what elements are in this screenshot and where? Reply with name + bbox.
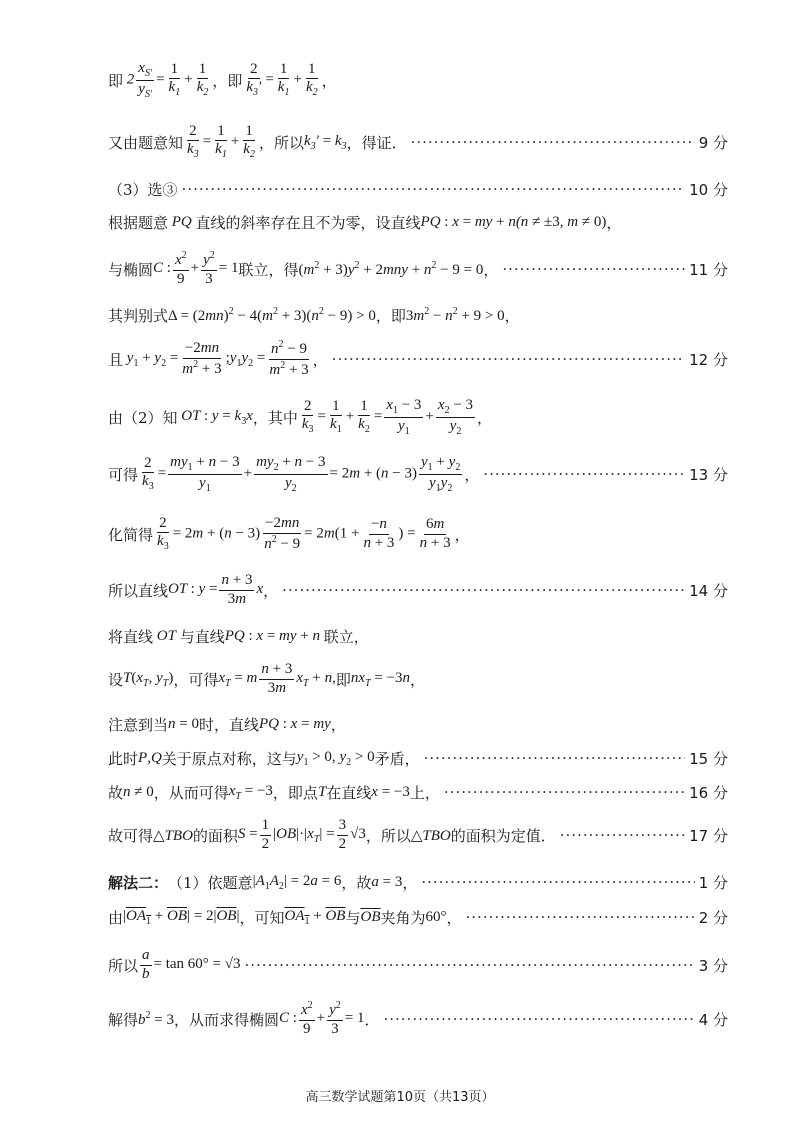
formula: $|A_1A_2| = 2a = 6$ bbox=[252, 872, 342, 892]
line-18: 解法二： （1）依题意 $|A_1A_2| = 2a = 6$ ，故 a = 3 ， ····· 1 分 bbox=[108, 870, 728, 894]
formula: $\frac{a}{b}$ = tan 60° = √3 bbox=[142, 947, 241, 982]
line-14: 注意到当 n = 0 时，直线 PQ : x = my ， bbox=[108, 715, 346, 734]
line-15: 此时 P,Q 关于原点对称，这与 $y_1 > 0$, $y_2 > 0$ 矛盾， ····· 15 分 bbox=[108, 746, 728, 770]
formula: $\frac{2}{k_3}$ = 2m + (n − 3) $\frac{-2mn}{n^2 - 9}$ = 2m(1 + $\frac{-n}{n + 3}$ ) = $\frac{6m}{n + 3}$ bbox=[157, 515, 451, 553]
formula: PQ : x = my + n bbox=[224, 627, 324, 644]
score-label: 10 分 bbox=[689, 180, 728, 199]
formula: C : $\frac{x^2}{9}$ + $\frac{y^2}{3}$ = 1 bbox=[153, 250, 239, 287]
score-label: 14 分 bbox=[689, 581, 728, 600]
line-9: 可得 $\frac{2}{k_3}$ = $\frac{my_1 + n - 3}{y_1}$ + $\frac{my_2 + n - 3}{y_2}$ = 2m + (n − 3) $\frac{y_1 + y_2}{y_1y_2}$ ， ····· 13 分 bbox=[108, 452, 728, 496]
line-5: 与椭圆 C : $\frac{x^2}{9}$ + $\frac{y^2}{3}$ = 1 联立，得 $(m^2 + 3)y^2 + 2mny + n^2 - 9 = 0$ ， ····· 11 分 bbox=[108, 248, 728, 290]
formula: $x_T = -3$ bbox=[228, 782, 273, 802]
formula: $\Delta = (2mn)^2 - 4(m^2 + 3)(n^2 - 9) > 0$ bbox=[168, 305, 376, 324]
line-11: 所以直线 OT : y = $\frac{n + 3}{3m}$ x ， ····· 14 分 bbox=[108, 569, 728, 611]
formula: △TBO bbox=[153, 827, 193, 844]
line-6: 其判别式 $\Delta = (2mn)^2 - 4(m^2 + 3)(n^2 - 9) > 0$ ，即 $3m^2 - n^2 + 9 > 0$ ， bbox=[108, 305, 520, 325]
line-8: 由（2）知 OT : $y = k_3x$ ，其中 $\frac{2}{k_3}$ = $\frac{1}{k_1}$ + $\frac{1}{k_2}$ = $\frac{x_1 - 3}{y_1}$ + $\frac{x_2 - 3}{y_2}$ ， bbox=[108, 397, 493, 437]
formula: $\frac{2}{k_3}$ = $\frac{1}{k_1}$ + $\frac{1}{k_2}$ bbox=[187, 123, 255, 161]
formula: $b^2 = 3$ bbox=[138, 1009, 174, 1028]
formula: 2 $\frac{x_{S'}}{y_{S'}}$ = $\frac{1}{k_1}$ + $\frac{1}{k_2}$ bbox=[123, 60, 209, 100]
formula: $3m^2 - n^2 + 9 > 0$ bbox=[405, 305, 505, 324]
line-12: 将直线 OT 与直线 PQ : x = my + n 联立， bbox=[108, 627, 369, 646]
formula: C : $\frac{x^2}{9}$ + $\frac{y^2}{3}$ = 1 bbox=[279, 1000, 365, 1037]
formula: OT : $y = k_3x$ bbox=[177, 407, 253, 427]
formula: P,Q bbox=[138, 749, 162, 766]
formula: $nx_T = -3n$ bbox=[350, 669, 410, 689]
formula: 60° bbox=[425, 908, 447, 925]
formula: n = 0 bbox=[168, 715, 199, 732]
line-10: 化简得 $\frac{2}{k_3}$ = 2m + (n − 3) $\frac{-2mn}{n^2 - 9}$ = 2m(1 + $\frac{-n}{n + 3}$ ) = $\frac{6m}{n + 3}$ ， bbox=[108, 515, 470, 553]
formula: PQ : x = my bbox=[259, 715, 331, 732]
formula: $k_3' = k_3$ bbox=[303, 132, 347, 152]
formula: OT : y = $\frac{n + 3}{3m}$ x bbox=[168, 572, 264, 607]
score-label: 2 分 bbox=[698, 908, 728, 927]
line-19: 由 $|OA_1 + \overline{OB}| = 2|\overline{OB}|$ ，可知 $OA_1 + \overline{OB}$ 与 $\overline{OB}$ 夹角为 60° ， ····· 2 分 bbox=[108, 904, 728, 930]
score-label: 15 分 bbox=[689, 749, 728, 768]
score-label: 1 分 bbox=[698, 873, 728, 892]
formula: $\frac{2}{k_3'}$ = $\frac{1}{k_1}$ + $\frac{1}{k_2}$ bbox=[246, 61, 318, 99]
score-label: 3 分 bbox=[698, 956, 728, 975]
line-3: （3）选③ ····· 10 分 bbox=[108, 178, 728, 200]
line-17: 故可得 △TBO 的面积 S = $\frac{1}{2}$ $|OB|\cdot|x_T|$ = $\frac{3}{2}$ √3 ，所以 △TBO 的面积为定值． ····· 17 分 bbox=[108, 814, 728, 856]
line-7: 且 $y_1 + y_2$ = $\frac{-2mn}{m^2 + 3}$ $;y_1y_2$ = $\frac{n^2 - 9}{m^2 + 3}$ ， ····· 12 分 bbox=[108, 338, 728, 380]
formula: $\frac{2}{k_3}$ = $\frac{my_1 + n - 3}{y_1}$ + $\frac{my_2 + n - 3}{y_2}$ = 2m + (n − 3) $\frac{y_1 + y_2}{y_1y_2}$ bbox=[142, 454, 461, 494]
line-1: 即 2 $\frac{x_{S'}}{y_{S'}}$ = $\frac{1}{k_1}$ + $\frac{1}{k_2}$ ，即 $\frac{2}{k_3'}$ = $\frac{1}{k_1}$ + $\frac{1}{k_2}$ ， bbox=[108, 60, 337, 100]
formula: $y_1 > 0$, $y_2 > 0$ bbox=[296, 748, 375, 768]
line-2: 又由题意知 $\frac{2}{k_3}$ = $\frac{1}{k_1}$ + $\frac{1}{k_2}$ ，所以 $k_3' = k_3$ ，得证． ····· 9 分 bbox=[108, 122, 728, 162]
formula: △TBO bbox=[410, 827, 451, 844]
score-label: 12 分 bbox=[689, 350, 728, 369]
score-label: 4 分 bbox=[698, 1010, 728, 1029]
score-label: 16 分 bbox=[689, 783, 728, 802]
formula: $\overline{OB}$ bbox=[360, 908, 381, 925]
formula: n ≠ 0 bbox=[123, 783, 154, 800]
formula: S = $\frac{1}{2}$ $|OB|\cdot|x_T|$ = $\frac{3}{2}$ √3 bbox=[237, 817, 366, 852]
formula: $|OA_1 + \overline{OB}| = 2|\overline{OB}|$ bbox=[123, 907, 240, 927]
score-label: 13 分 bbox=[689, 465, 728, 484]
formula: a = 3 bbox=[371, 873, 403, 890]
formula: $OA_1 + \overline{OB}$ bbox=[284, 907, 346, 927]
formula: $x_T = m$ $\frac{n + 3}{3m}$ $x_T + n$, bbox=[218, 661, 336, 696]
formula: $T(x_T$, $y_T$) bbox=[123, 669, 174, 689]
line-13: 设 $T(x_T$, $y_T$) ，可得 $x_T = m$ $\frac{n + 3}{3m}$ $x_T + n$, 即 $nx_T = -3n$ ， bbox=[108, 661, 425, 696]
score-label: 11 分 bbox=[689, 260, 728, 279]
formula: PQ : x = my + n(n ≠ ±3, m ≠ 0) bbox=[420, 213, 607, 230]
formula: $(m^2 + 3)y^2 + 2mny + n^2 - 9 = 0$ bbox=[298, 259, 484, 278]
page-footer: 高三数学试题第10页（共13页） bbox=[305, 1090, 495, 1105]
line-20: 所以 $\frac{a}{b}$ = tan 60° = √3 ····· 3 分 bbox=[108, 944, 728, 986]
formula: $\frac{2}{k_3}$ = $\frac{1}{k_1}$ + $\frac{1}{k_2}$ = $\frac{x_1 - 3}{y_1}$ + $\frac{x_2 - 3}{y_2}$ bbox=[301, 397, 474, 437]
line-4: 根据题意 PQ 直线的斜率存在且不为零，设直线 PQ : x = my + n(n ≠ ±3, m ≠ 0) ， bbox=[108, 213, 622, 232]
formula: x = −3 bbox=[371, 783, 410, 800]
line-21: 解得 $b^2 = 3$ ，从而求得椭圆 C : $\frac{x^2}{9}$ + $\frac{y^2}{3}$ = 1 ． ····· 4 分 bbox=[108, 998, 728, 1040]
method-two-heading: 解法二： bbox=[108, 873, 169, 892]
line-16: 故 n ≠ 0 ，从而可得 $x_T = -3$ ，即点 T 在直线 x = −3 上， ····· 16 分 bbox=[108, 780, 728, 804]
formula: $y_1 + y_2$ = $\frac{-2mn}{m^2 + 3}$ $;y_1y_2$ = $\frac{n^2 - 9}{m^2 + 3}$ bbox=[123, 339, 309, 378]
score-label: 9 分 bbox=[698, 133, 728, 152]
score-label: 17 分 bbox=[689, 826, 728, 845]
